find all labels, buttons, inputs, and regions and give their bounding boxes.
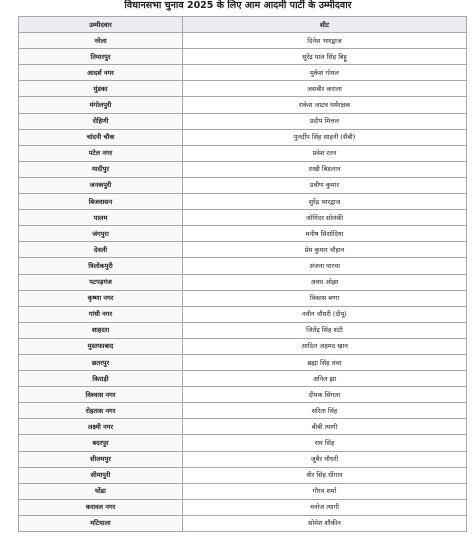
candidate-name-cell: वीर सिंह धींगान <box>183 467 467 483</box>
table-row <box>19 97 467 113</box>
table-row <box>19 499 467 515</box>
table-row <box>19 258 467 274</box>
next-section-fragment <box>0 534 60 540</box>
seat-name-cell: देवली <box>19 242 183 258</box>
table-row <box>19 354 467 370</box>
candidate-name-cell: दीपक सिंगला <box>183 387 467 403</box>
candidate-name-cell: अनिल झा <box>183 371 467 387</box>
seat-name-cell: जनकपुरी <box>19 177 183 193</box>
table-row <box>19 371 467 387</box>
candidate-name-cell: राम सिंह <box>183 435 467 451</box>
candidate-name-cell: प्रदीप मित्तल <box>183 113 467 129</box>
seat-name-cell: किराड़ी <box>19 371 183 387</box>
candidate-name-cell: सुरेंद्र भारद्वाज <box>183 194 467 210</box>
table-body <box>19 33 467 532</box>
seat-name-cell: तिमारपुर <box>19 49 183 65</box>
table-row <box>19 467 467 483</box>
candidate-name-cell: सोमेश शौकीन <box>183 515 467 531</box>
candidate-name-cell: दिनेश भारद्वाज <box>183 33 467 49</box>
table-row <box>19 387 467 403</box>
candidate-name-cell: पुनर्दीप सिंह साहनी (सैबी) <box>183 129 467 145</box>
candidate-name-cell: राकेश जाटव धर्मरक्षक <box>183 97 467 113</box>
table-row <box>19 65 467 81</box>
seat-name-cell: लक्ष्मी नगर <box>19 419 183 435</box>
table-row <box>19 419 467 435</box>
seat-name-cell: मंगोलपुरी <box>19 97 183 113</box>
table-row <box>19 49 467 65</box>
candidate-name-cell: जुबैर चौधरी <box>183 451 467 467</box>
seat-name-cell: चांदनी चौक <box>19 129 183 145</box>
candidate-name-cell: अंजना पारचा <box>183 258 467 274</box>
seat-name-cell: घोंडा <box>19 483 183 499</box>
seat-name-cell: सीलमपुर <box>19 451 183 467</box>
table-header <box>19 17 467 33</box>
seat-name-cell: त्रिलोकपुरी <box>19 258 183 274</box>
table-row <box>19 515 467 531</box>
table-row <box>19 322 467 338</box>
table-row <box>19 161 467 177</box>
candidate-name-cell: नवीन चौधरी (दीपू) <box>183 306 467 322</box>
seat-name-cell: रोहतास नगर <box>19 403 183 419</box>
table-row <box>19 274 467 290</box>
seat-name-cell: जंगपुरा <box>19 226 183 242</box>
table-row <box>19 145 467 161</box>
candidate-name-cell: राखी बिडलान <box>183 161 467 177</box>
table-row <box>19 129 467 145</box>
seat-name-cell: बिजवासन <box>19 194 183 210</box>
column-header-candidate: उम्मीदवार <box>19 17 183 33</box>
table-row <box>19 194 467 210</box>
seat-name-cell: बदरपुर <box>19 435 183 451</box>
seat-name-cell: मटियाला <box>19 515 183 531</box>
seat-name-cell: शाहदरा <box>19 322 183 338</box>
candidate-name-cell: सुरेंद्र पाल सिंह बिट्टू <box>183 49 467 65</box>
table-row <box>19 403 467 419</box>
table-row <box>19 210 467 226</box>
seat-name-cell: मुस्तफाबाद <box>19 338 183 354</box>
seat-name-cell: पटपड़गंज <box>19 274 183 290</box>
seat-name-cell: सीमापुरी <box>19 467 183 483</box>
seat-name-cell: छतरपुर <box>19 354 183 370</box>
candidate-name-cell: जितेंद्र सिंह शंटी <box>183 322 467 338</box>
table-row <box>19 338 467 354</box>
seat-name-cell: कृष्णा नगर <box>19 290 183 306</box>
candidate-name-cell: सरिता सिंह <box>183 403 467 419</box>
table-row <box>19 435 467 451</box>
table-row <box>19 451 467 467</box>
candidate-name-cell: मनोज त्यागी <box>183 499 467 515</box>
seat-name-cell: पालम <box>19 210 183 226</box>
table-row <box>19 113 467 129</box>
seat-name-cell: गांधी नगर <box>19 306 183 322</box>
candidate-name-cell: जसबीर कराला <box>183 81 467 97</box>
seat-name-cell: मुंडका <box>19 81 183 97</box>
seat-name-cell: रोहिणी <box>19 113 183 129</box>
candidate-name-cell: प्रवेश रतन <box>183 145 467 161</box>
candidate-name-cell: प्रेम कुमार चौहान <box>183 242 467 258</box>
column-header-seat: सीट <box>183 17 467 33</box>
candidate-name-cell: आदिल अहमद खान <box>183 338 467 354</box>
seat-name-cell: नरेला <box>19 33 183 49</box>
seat-name-cell: विश्वास नगर <box>19 387 183 403</box>
table-row <box>19 226 467 242</box>
table-row <box>19 242 467 258</box>
candidate-name-cell: जोगिंदर सोलंकी <box>183 210 467 226</box>
candidate-name-cell: मुकेश गोयल <box>183 65 467 81</box>
candidate-name-cell: ब्रह्मा सिंह तंवर <box>183 354 467 370</box>
candidates-table <box>18 16 467 532</box>
seat-name-cell: पटेल नगर <box>19 145 183 161</box>
table-caption: विधानसभा चुनाव 2025 के लिए आम आदमी पार्टी के उम्मीदवार <box>124 0 352 11</box>
candidate-name-cell: मनीष सिसोदिया <box>183 226 467 242</box>
candidate-name-cell: गौरव शर्मा <box>183 483 467 499</box>
table-row <box>19 290 467 306</box>
candidate-name-cell: विकास बग्गा <box>183 290 467 306</box>
candidate-name-cell: बीबी त्यागी <box>183 419 467 435</box>
table-row <box>19 33 467 49</box>
candidate-name-cell: अवध ओझा <box>183 274 467 290</box>
table-row <box>19 177 467 193</box>
seat-name-cell: मादीपुर <box>19 161 183 177</box>
table-row <box>19 483 467 499</box>
seat-name-cell: आदर्श नगर <box>19 65 183 81</box>
table-row <box>19 306 467 322</box>
seat-name-cell: करावल नगर <box>19 499 183 515</box>
candidate-name-cell: प्रवीण कुमार <box>183 177 467 193</box>
table-header-row <box>19 17 467 33</box>
table-row <box>19 81 467 97</box>
